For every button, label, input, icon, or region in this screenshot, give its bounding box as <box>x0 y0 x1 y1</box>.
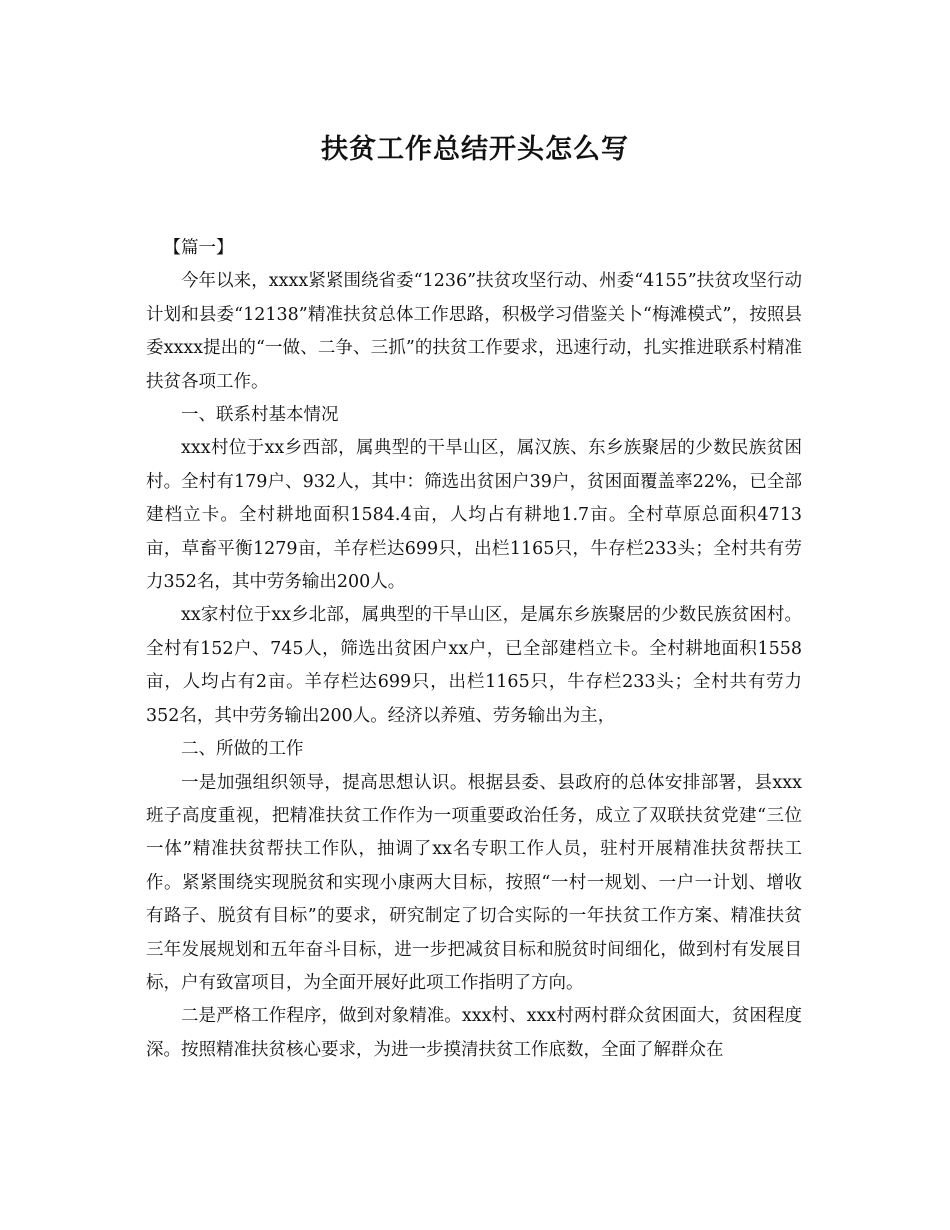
paragraph-intro: 今年以来，xxxx紧紧围绕省委“1236”扶贫攻坚行动、州委“4155”扶贫攻坚行动计划和县委“12138”精准扶贫总体工作思路，积极学习借鉴关卜“梅滩模式”，按照县委xxxx提出的“一做、二争、三抓”的扶贫工作要求，迅速行动，扎实推进联系村精准扶贫各项工作。 <box>146 271 802 392</box>
document-title: 扶贫工作总结开头怎么写 <box>321 134 629 165</box>
document-body <box>146 232 802 1067</box>
heading-work-done: 二、所做的工作 <box>181 739 304 760</box>
paragraph-organization: 一是加强组织领导，提高思想认识。根据县委、县政府的总体安排部署，县xxx班子高度重视，把精准扶贫工作作为一项重要政治任务，成立了双联扶贫党建“三位一体”精准扶贫帮扶工作队，抽调了xx名专职工作人员，驻村开展精准扶贫帮扶工作。紧紧围绕实现脱贫和实现小康两大目标，按照“一村一规划、一户一计划、增收有路子、脱贫有目标”的要求，研究制定了切合实际的一年扶贫工作方案、精准扶贫三年发展规划和五年奋斗目标，进一步把减贫目标和脱贫时间细化，做到村有发展目标，户有致富项目，为全面开展好此项工作指明了方向。 <box>146 772 802 993</box>
section-label: 【篇一】 <box>163 238 234 258</box>
heading-village-basic-info: 一、联系村基本情况 <box>181 405 339 426</box>
paragraph-village-a: xxx村位于xx乡西部，属典型的干旱山区，属汉族、东乡族聚居的少数民族贫困村。全村有179户、932人，其中：筛选出贫困户39户，贫困面覆盖率22%，已全部建档立卡。全村耕地面积1584.4亩，人均占有耕地1.7亩。全村草原总面积4713亩，草畜平衡1279亩，羊存栏达699只，出栏1165只，牛存栏233头；全村共有劳力352名，其中劳务输出200人。 <box>146 438 802 593</box>
paragraph-village-b: xx家村位于xx乡北部，属典型的干旱山区，是属东乡族聚居的少数民族贫困村。全村有152户、745人，筛选出贫困户xx户，已全部建档立卡。全村耕地面积1558亩，人均占有2亩。羊存栏达699只，出栏1165只，牛存栏233头；全村共有劳力352名，其中劳务输出200人。经济以养殖、劳务输出为主， <box>146 605 802 726</box>
paragraph-procedure: 二是严格工作程序，做到对象精准。xxx村、xxx村两村群众贫困面大，贫困程度深。按照精准扶贫核心要求，为进一步摸清扶贫工作底数，全面了解群众在 <box>146 1006 802 1060</box>
